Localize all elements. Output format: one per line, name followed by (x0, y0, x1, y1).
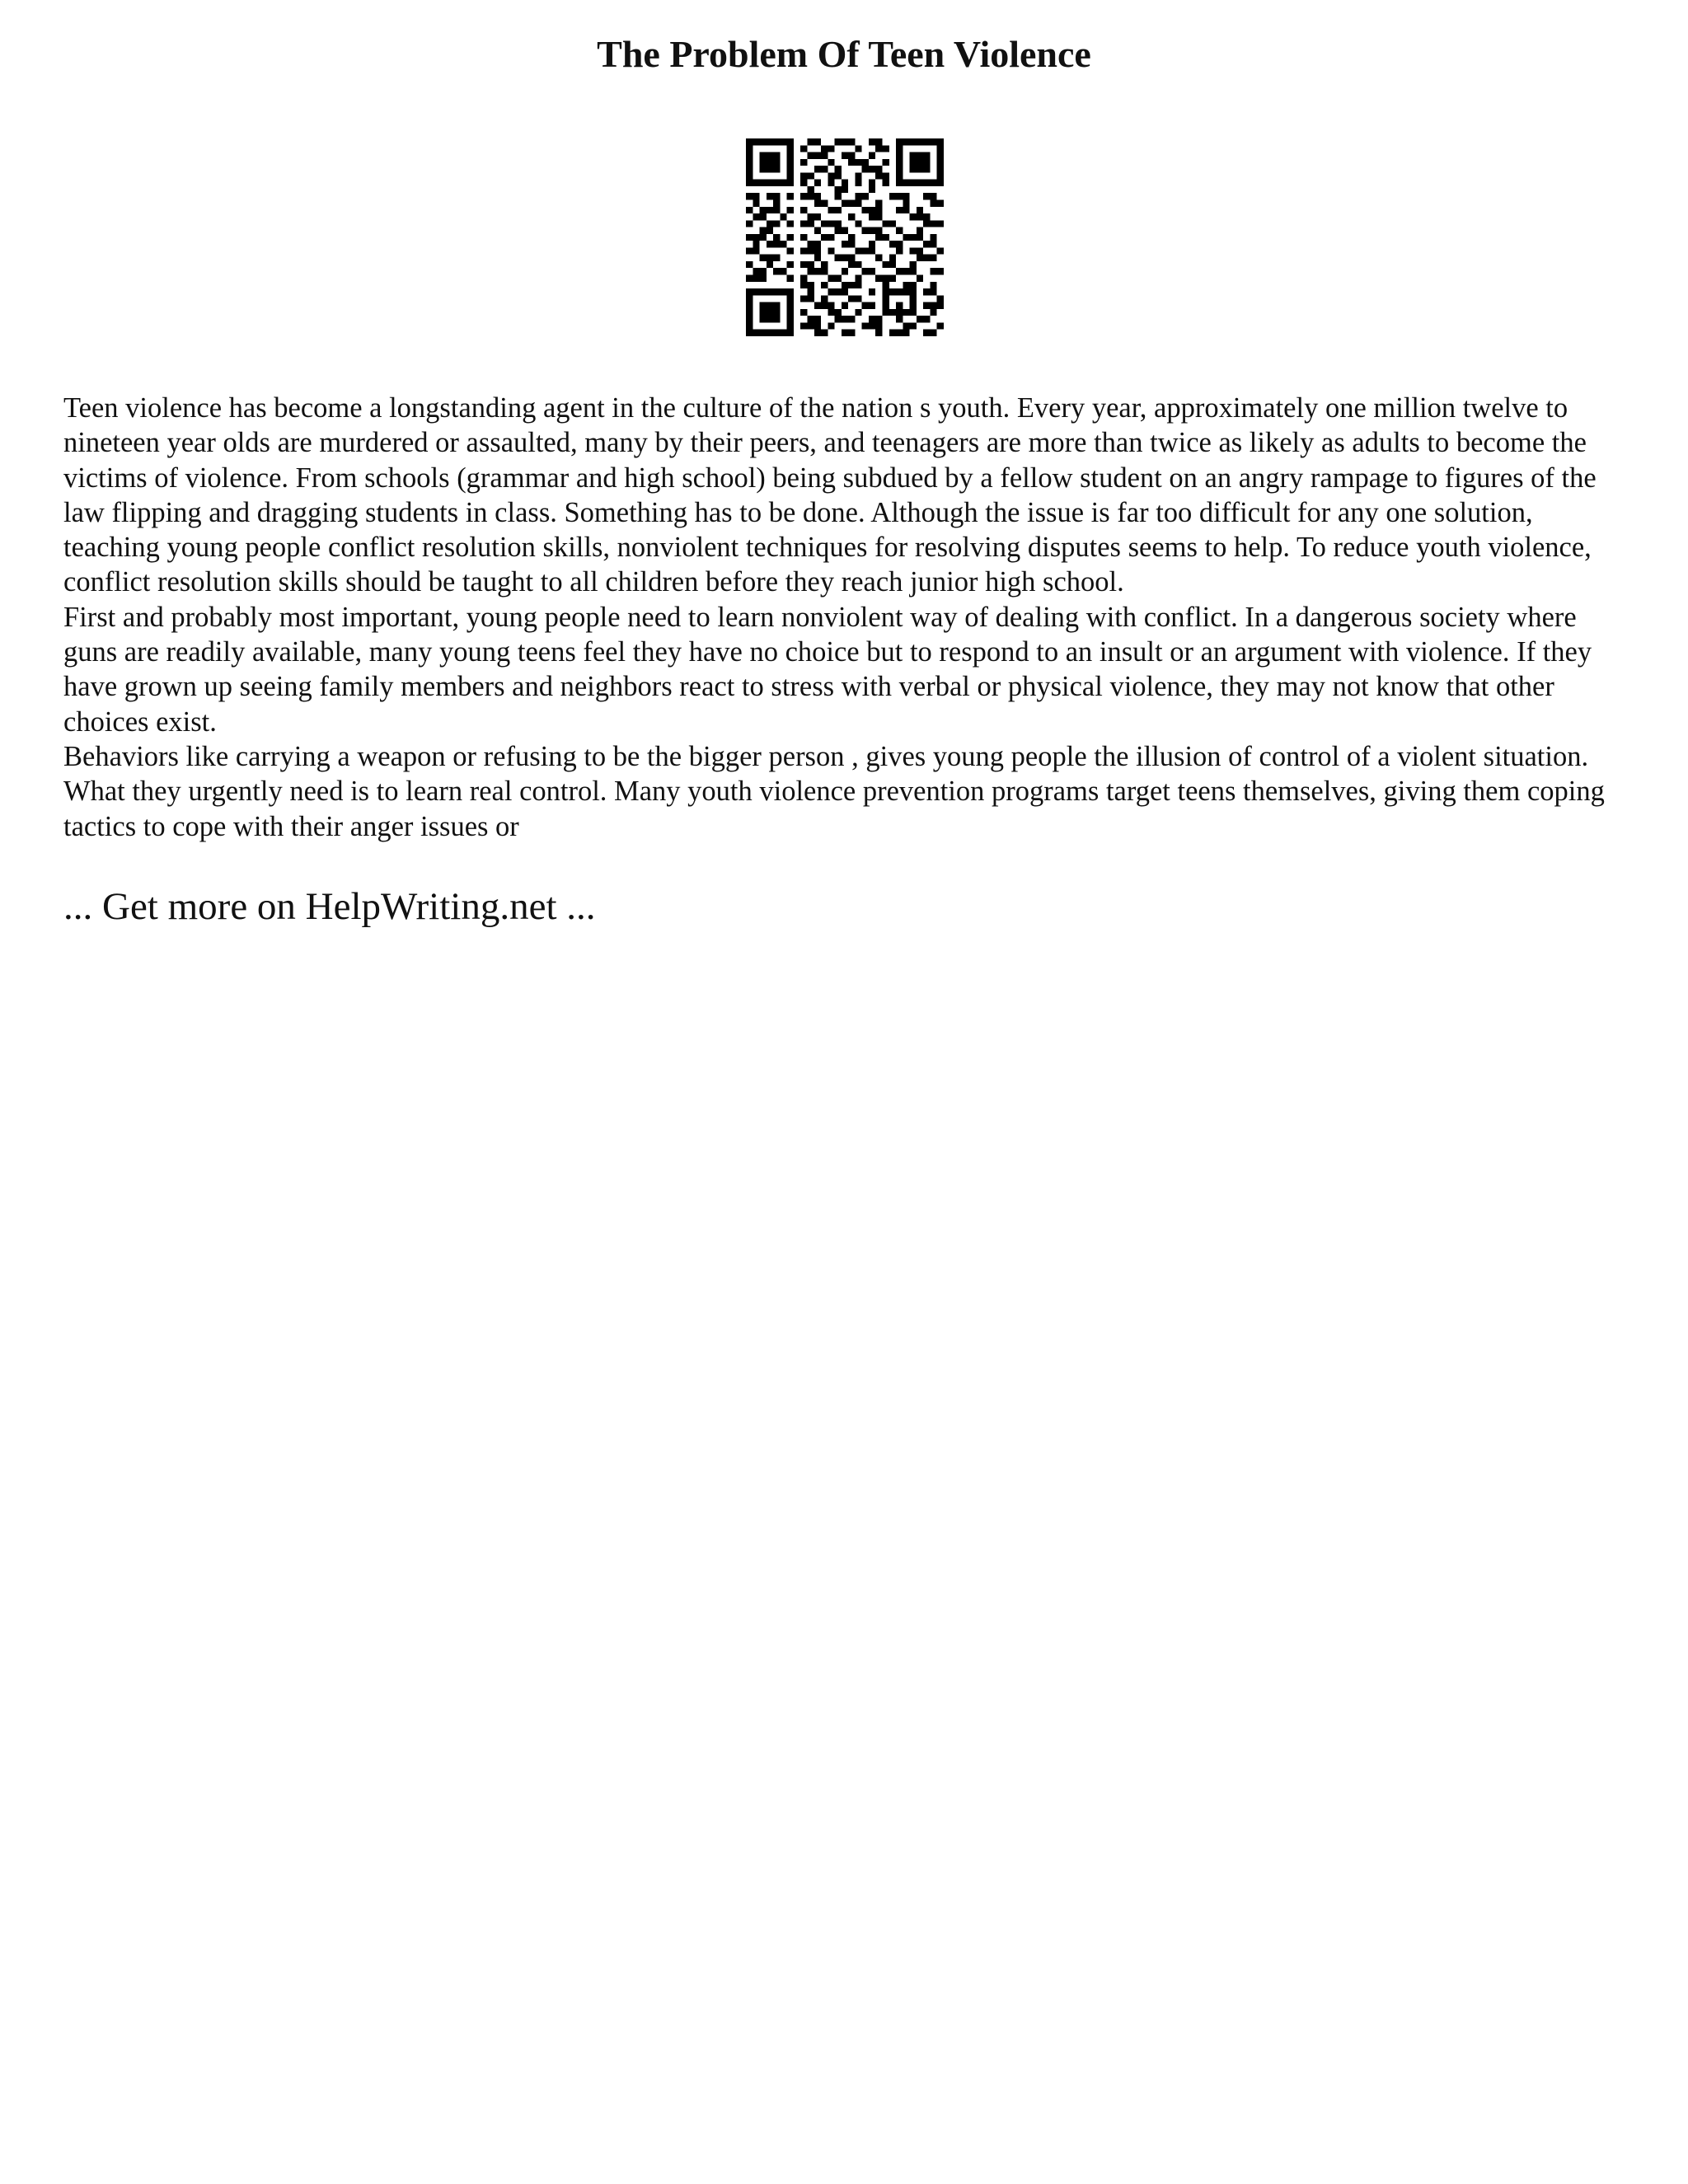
paragraph: Behaviors like carrying a weapon or refusing to be the bigger person , gives young people the illusion of control of a violent situation. What they urgently need is to learn real control. Many youth violence prevention programs target teens themselves, giving them coping tactics to cope with their anger issues or (63, 740, 1605, 842)
page-title: The Problem Of Teen Violence (597, 33, 1091, 75)
qr-code-icon (746, 138, 944, 336)
paragraph: Teen violence has become a longstanding agent in the culture of the nation s youth. Every year, approximately one million twelve to nineteen year olds are murdered or assaulted, many by their peers, and teenagers are more than twice as likely as adults to become the victims of violence. From schools (grammar and high school) being subdued by a fellow student on an angry rampage to figures of the law flipping and dragging students in class. Something has to be done. Although the issue is far too difficult for any one solution, teaching young people conflict resolution skills, nonviolent techniques for resolving disputes seems to help. To reduce youth violence, conflict resolution skills should be taught to all children before they reach junior high school. (63, 392, 1597, 598)
paragraph: First and probably most important, young people need to learn nonviolent way of dealing with conflict. In a dangerous society where guns are readily available, many young teens feel they have no choice but to respond to an insult or an argument with violence. If they have grown up seeing family members and neighbors react to stress with verbal or physical violence, they may not know that other choices exist. (63, 601, 1592, 738)
get-more-link[interactable]: ... Get more on HelpWriting.net ... (63, 885, 596, 928)
body-text (63, 391, 1629, 844)
